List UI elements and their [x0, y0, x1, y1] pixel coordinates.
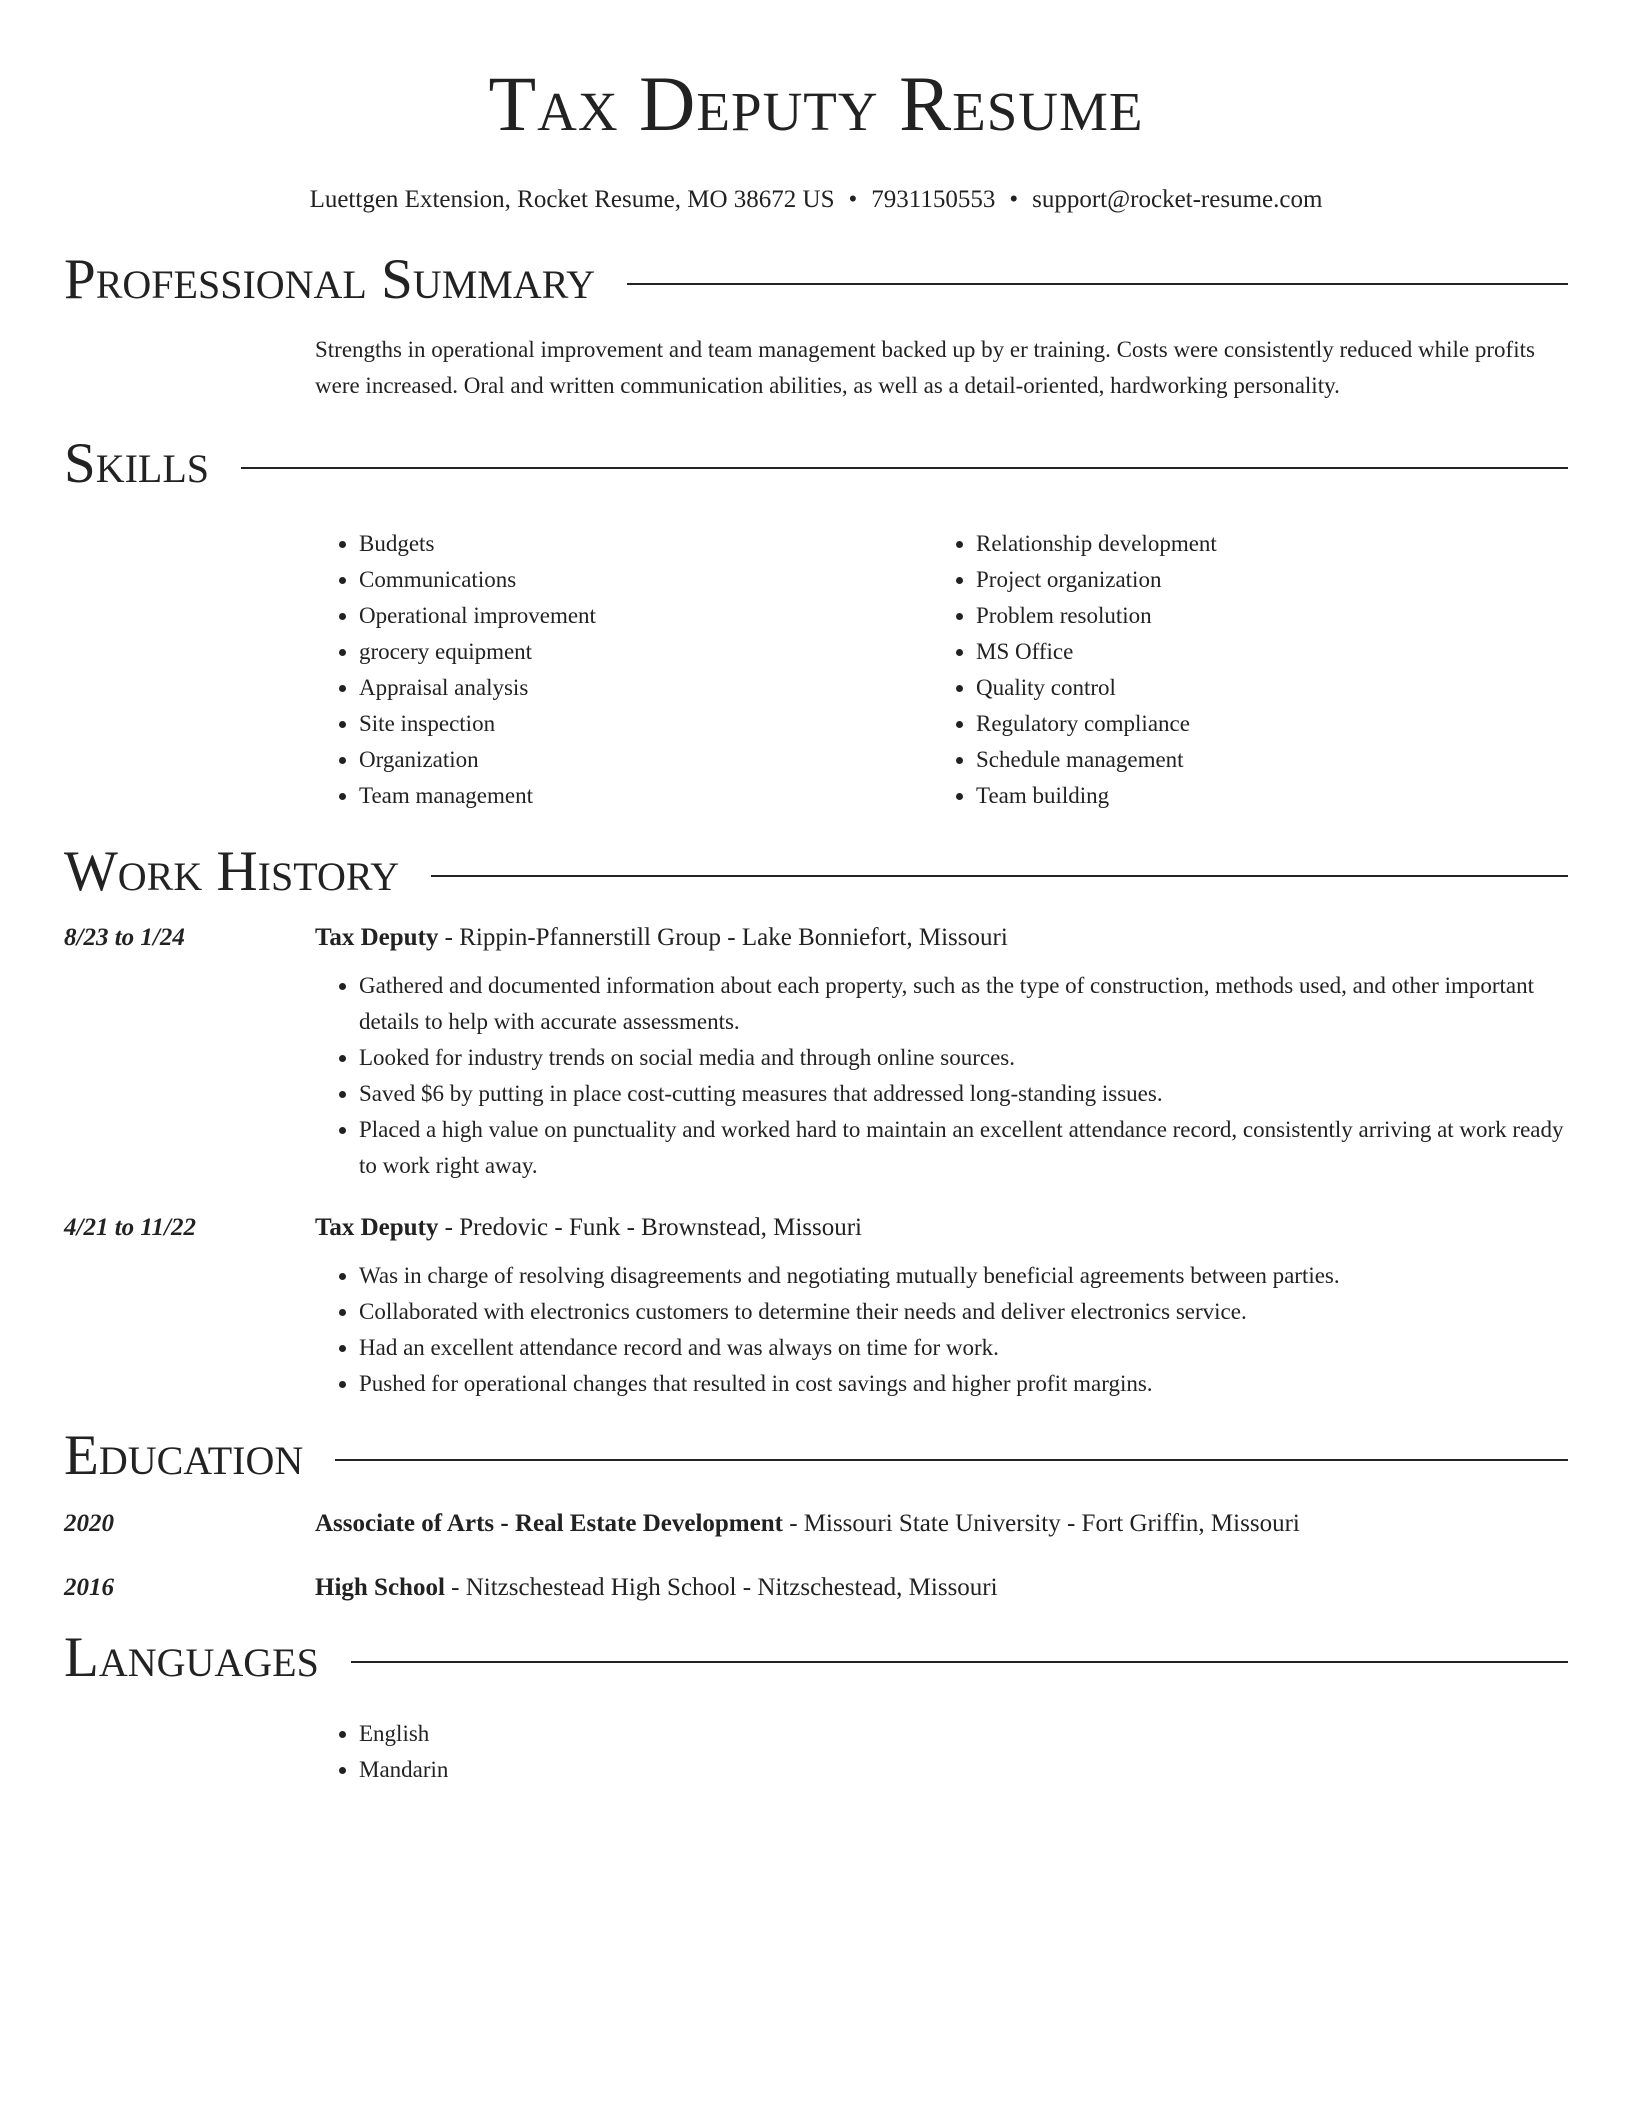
- job-bullets: [315, 968, 1568, 1184]
- job-role: Tax Deputy: [315, 924, 439, 951]
- skill-item: • Schedule management: [976, 742, 1549, 778]
- language-item: • English: [359, 1716, 1568, 1752]
- section-title: Professional Summary: [64, 248, 596, 311]
- resume-title: Tax Deputy Resume: [488, 60, 1144, 147]
- job-bullet: • Placed a high value on punctuality and worked hard to maintain an excellent attendance record, consistently arriving at work ready to work right away.: [359, 1112, 1568, 1184]
- job-heading: [64, 1214, 1568, 1242]
- job-heading: [64, 924, 1568, 952]
- job-dates: 8/23 to 1/24: [64, 924, 185, 951]
- summary-text: Strengths in operational improvement and team management backed up by er training. Costs were consistently reduced while profits were increased. Oral and written communication abilities, as well as a detail-oriented, hardworking personality.: [315, 337, 1535, 398]
- education-line: [315, 1574, 998, 1602]
- skills-header: [64, 432, 1568, 496]
- skill-item: • Appraisal analysis: [359, 670, 932, 706]
- section-title: Skills: [64, 432, 210, 495]
- education-details: - Nitzschestead High School - Nitzschestead, Missouri: [444, 1574, 998, 1601]
- section-divider: [335, 1459, 1568, 1461]
- job-role: Tax Deputy: [315, 1214, 439, 1241]
- summary-section: [64, 248, 1568, 404]
- section-divider: [241, 467, 1568, 469]
- language-item: • Mandarin: [359, 1752, 1568, 1788]
- job-title-line: [315, 924, 1008, 952]
- education-details: - Missouri State University - Fort Griffin, Missouri: [782, 1510, 1300, 1537]
- skill-item: • Budgets: [359, 526, 932, 562]
- skill-item: • MS Office: [976, 634, 1549, 670]
- skill-item: • Organization: [359, 742, 932, 778]
- education-degree: High School: [315, 1574, 445, 1601]
- languages-header: [64, 1626, 1568, 1690]
- job-title-line: [315, 1214, 862, 1242]
- section-divider: [431, 875, 1568, 877]
- section-divider: [351, 1661, 1568, 1663]
- skill-item: • Problem resolution: [976, 598, 1549, 634]
- job-bullet: • Pushed for operational changes that resulted in cost savings and higher profit margins.: [359, 1366, 1568, 1402]
- job-details: - Rippin-Pfannerstill Group - Lake Bonniefort, Missouri: [438, 924, 1008, 951]
- contact-line: [64, 184, 1568, 216]
- section-title: Languages: [64, 1626, 319, 1689]
- languages-section: [64, 1626, 1568, 1788]
- skill-item: • Quality control: [976, 670, 1549, 706]
- section-title: Work History: [64, 840, 400, 903]
- education-year: 2020: [64, 1510, 114, 1537]
- skill-item: • Relationship development: [976, 526, 1549, 562]
- work-history-section: [64, 840, 1568, 1402]
- skill-item: • Operational improvement: [359, 598, 932, 634]
- contact-email: support@rocket-resume.com: [1032, 186, 1323, 213]
- education-line: [315, 1510, 1300, 1538]
- skill-item: • Team management: [359, 778, 932, 814]
- resume-page: [64, 0, 1568, 1788]
- job-bullet: • Collaborated with electronics customers to determine their needs and deliver electronics service.: [359, 1294, 1568, 1330]
- job-bullets: [315, 1258, 1568, 1402]
- section-divider: [627, 283, 1568, 285]
- job-bullet: • Looked for industry trends on social media and through online sources.: [359, 1040, 1568, 1076]
- job-details: - Predovic - Funk - Brownstead, Missouri: [438, 1214, 862, 1241]
- contact-address: Luettgen Extension, Rocket Resume, MO 38672 US: [309, 186, 835, 213]
- summary-header: [64, 248, 1568, 312]
- skill-item: • Team building: [976, 778, 1549, 814]
- education-header: [64, 1424, 1568, 1488]
- job-bullet: • Gathered and documented information about each property, such as the type of construction, methods used, and other important details to help with accurate assessments.: [359, 968, 1568, 1040]
- skills-grid: [315, 526, 1568, 814]
- languages-list: [315, 1716, 1568, 1788]
- contact-separator: •: [1009, 186, 1019, 213]
- education-degree: Associate of Arts - Real Estate Development: [315, 1510, 783, 1537]
- skill-item: • Communications: [359, 562, 932, 598]
- education-entry: [64, 1574, 1568, 1602]
- section-title: Education: [64, 1424, 304, 1487]
- education-entry: [64, 1510, 1568, 1538]
- contact-separator: •: [848, 186, 858, 213]
- skills-section: [64, 432, 1568, 814]
- job-bullet: • Had an excellent attendance record and was always on time for work.: [359, 1330, 1568, 1366]
- skill-item: • grocery equipment: [359, 634, 932, 670]
- skill-item: • Site inspection: [359, 706, 932, 742]
- contact-phone: 7931150553: [871, 186, 996, 213]
- job-entry: [64, 924, 1568, 1184]
- job-entry: [64, 1214, 1568, 1402]
- education-year: 2016: [64, 1574, 114, 1601]
- work-history-header: [64, 840, 1568, 904]
- job-bullet: • Was in charge of resolving disagreements and negotiating mutually beneficial agreements between parties.: [359, 1258, 1568, 1294]
- skills-column-left: [315, 526, 932, 814]
- skill-item: • Project organization: [976, 562, 1549, 598]
- skills-column-right: [932, 526, 1549, 814]
- education-section: [64, 1424, 1568, 1602]
- job-dates: 4/21 to 11/22: [64, 1214, 196, 1241]
- skill-item: • Regulatory compliance: [976, 706, 1549, 742]
- job-bullet: • Saved $6 by putting in place cost-cutting measures that addressed long-standing issues.: [359, 1076, 1568, 1112]
